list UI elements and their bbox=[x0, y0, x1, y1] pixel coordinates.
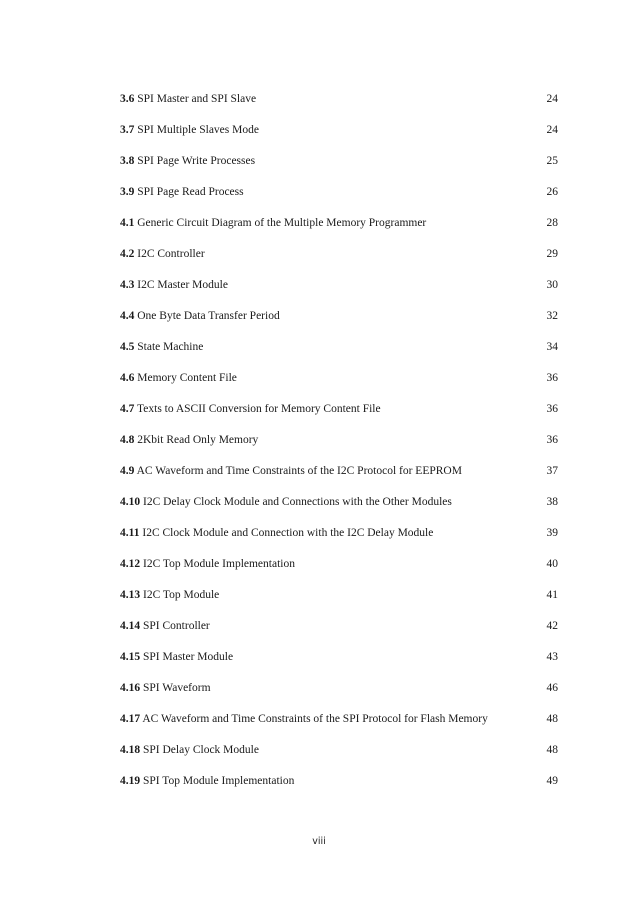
toc-entry-number: 4.8 bbox=[120, 434, 135, 446]
toc-entry bbox=[120, 338, 558, 369]
toc-entry-number: 4.12 bbox=[120, 558, 141, 570]
toc-entry-page: 25 bbox=[546, 155, 558, 167]
toc-entry-page: 24 bbox=[546, 124, 558, 136]
toc-entry-page: 48 bbox=[546, 713, 558, 725]
toc-entry-number: 4.6 bbox=[120, 372, 135, 384]
toc-entry-page: 40 bbox=[546, 558, 558, 570]
toc-entry bbox=[120, 617, 558, 648]
toc-entry-title: I2C Delay Clock Module and Connections with the Other Modules bbox=[143, 496, 452, 508]
toc-entry-number: 3.9 bbox=[120, 186, 135, 198]
toc-entry bbox=[120, 648, 558, 679]
list-of-figures bbox=[120, 90, 558, 803]
toc-entry bbox=[120, 772, 558, 803]
toc-entry bbox=[120, 741, 558, 772]
toc-entry-number: 4.7 bbox=[120, 403, 135, 415]
toc-entry-number: 4.19 bbox=[120, 775, 141, 787]
toc-entry-title: Generic Circuit Diagram of the Multiple Memory Programmer bbox=[137, 217, 427, 229]
toc-entry-page: 43 bbox=[546, 651, 558, 663]
toc-entry-title: AC Waveform and Time Constraints of the SPI Protocol for Flash Memory bbox=[142, 713, 488, 725]
toc-entry-page: 28 bbox=[546, 217, 558, 229]
toc-entry-title: I2C Top Module bbox=[143, 589, 220, 601]
toc-entry bbox=[120, 431, 558, 462]
toc-entry-number: 4.16 bbox=[120, 682, 141, 694]
toc-entry-page: 24 bbox=[546, 93, 558, 105]
toc-entry bbox=[120, 307, 558, 338]
toc-entry bbox=[120, 400, 558, 431]
toc-entry-title: One Byte Data Transfer Period bbox=[137, 310, 280, 322]
toc-entry bbox=[120, 152, 558, 183]
page-number: viii bbox=[312, 836, 326, 847]
toc-entry-page: 46 bbox=[546, 682, 558, 694]
toc-entry-page: 42 bbox=[546, 620, 558, 632]
toc-entry-page: 37 bbox=[546, 465, 558, 477]
toc-entry bbox=[120, 524, 558, 555]
toc-entry-number: 4.14 bbox=[120, 620, 141, 632]
toc-entry-page: 29 bbox=[546, 248, 558, 260]
toc-entry-title: SPI Page Read Process bbox=[137, 186, 244, 198]
toc-entry-page: 36 bbox=[546, 372, 558, 384]
toc-entry-number: 3.7 bbox=[120, 124, 135, 136]
toc-entry-title: I2C Clock Module and Connection with the I2C Delay Module bbox=[142, 527, 434, 539]
toc-entry bbox=[120, 121, 558, 152]
toc-entry bbox=[120, 679, 558, 710]
toc-entry-page: 49 bbox=[546, 775, 558, 787]
toc-entry-title: Memory Content File bbox=[137, 372, 237, 384]
toc-entry-page: 34 bbox=[546, 341, 558, 353]
toc-entry-page: 32 bbox=[546, 310, 558, 322]
toc-entry bbox=[120, 245, 558, 276]
toc-entry-number: 4.1 bbox=[120, 217, 135, 229]
toc-entry bbox=[120, 493, 558, 524]
toc-entry bbox=[120, 369, 558, 400]
toc-entry-page: 30 bbox=[546, 279, 558, 291]
toc-entry-title: SPI Master and SPI Slave bbox=[137, 93, 257, 105]
toc-entry-title: State Machine bbox=[137, 341, 204, 353]
toc-entry-title: I2C Top Module Implementation bbox=[143, 558, 295, 570]
toc-entry bbox=[120, 710, 558, 741]
toc-entry-title: I2C Master Module bbox=[137, 279, 228, 291]
toc-entry bbox=[120, 183, 558, 214]
toc-entry-page: 26 bbox=[546, 186, 558, 198]
toc-entry-title: 2Kbit Read Only Memory bbox=[137, 434, 259, 446]
toc-entry-number: 4.10 bbox=[120, 496, 141, 508]
toc-entry-number: 4.5 bbox=[120, 341, 135, 353]
toc-entry-title: SPI Delay Clock Module bbox=[143, 744, 259, 756]
toc-entry-number: 4.18 bbox=[120, 744, 141, 756]
toc-entry-title: SPI Waveform bbox=[143, 682, 211, 694]
toc-entry-title: Texts to ASCII Conversion for Memory Content File bbox=[137, 403, 381, 415]
toc-entry-page: 48 bbox=[546, 744, 558, 756]
toc-entry-number: 4.11 bbox=[120, 527, 140, 539]
toc-entry-number: 4.17 bbox=[120, 713, 141, 725]
toc-entry-number: 3.8 bbox=[120, 155, 135, 167]
toc-entry-page: 39 bbox=[546, 527, 558, 539]
toc-entry bbox=[120, 276, 558, 307]
toc-entry-number: 4.3 bbox=[120, 279, 135, 291]
toc-entry bbox=[120, 214, 558, 245]
toc-entry-page: 41 bbox=[546, 589, 558, 601]
toc-entry-number: 4.4 bbox=[120, 310, 135, 322]
toc-entry-title: SPI Controller bbox=[143, 620, 210, 632]
toc-entry-page: 36 bbox=[546, 403, 558, 415]
toc-entry-title: SPI Multiple Slaves Mode bbox=[137, 124, 259, 136]
toc-entry bbox=[120, 462, 558, 493]
toc-entry-page: 36 bbox=[546, 434, 558, 446]
toc-entry-number: 3.6 bbox=[120, 93, 135, 105]
toc-entry-number: 4.13 bbox=[120, 589, 141, 601]
toc-entry-title: I2C Controller bbox=[137, 248, 205, 260]
toc-entry bbox=[120, 586, 558, 617]
toc-entry-number: 4.2 bbox=[120, 248, 135, 260]
toc-entry-number: 4.15 bbox=[120, 651, 141, 663]
toc-entry bbox=[120, 90, 558, 121]
toc-entry bbox=[120, 555, 558, 586]
toc-entry-title: SPI Page Write Processes bbox=[137, 155, 256, 167]
toc-entry-page: 38 bbox=[546, 496, 558, 508]
toc-entry-title: SPI Top Module Implementation bbox=[143, 775, 295, 787]
toc-entry-title: AC Waveform and Time Constraints of the I2C Protocol for EEPROM bbox=[136, 465, 462, 477]
toc-entry-title: SPI Master Module bbox=[143, 651, 234, 663]
toc-entry-number: 4.9 bbox=[120, 465, 135, 477]
